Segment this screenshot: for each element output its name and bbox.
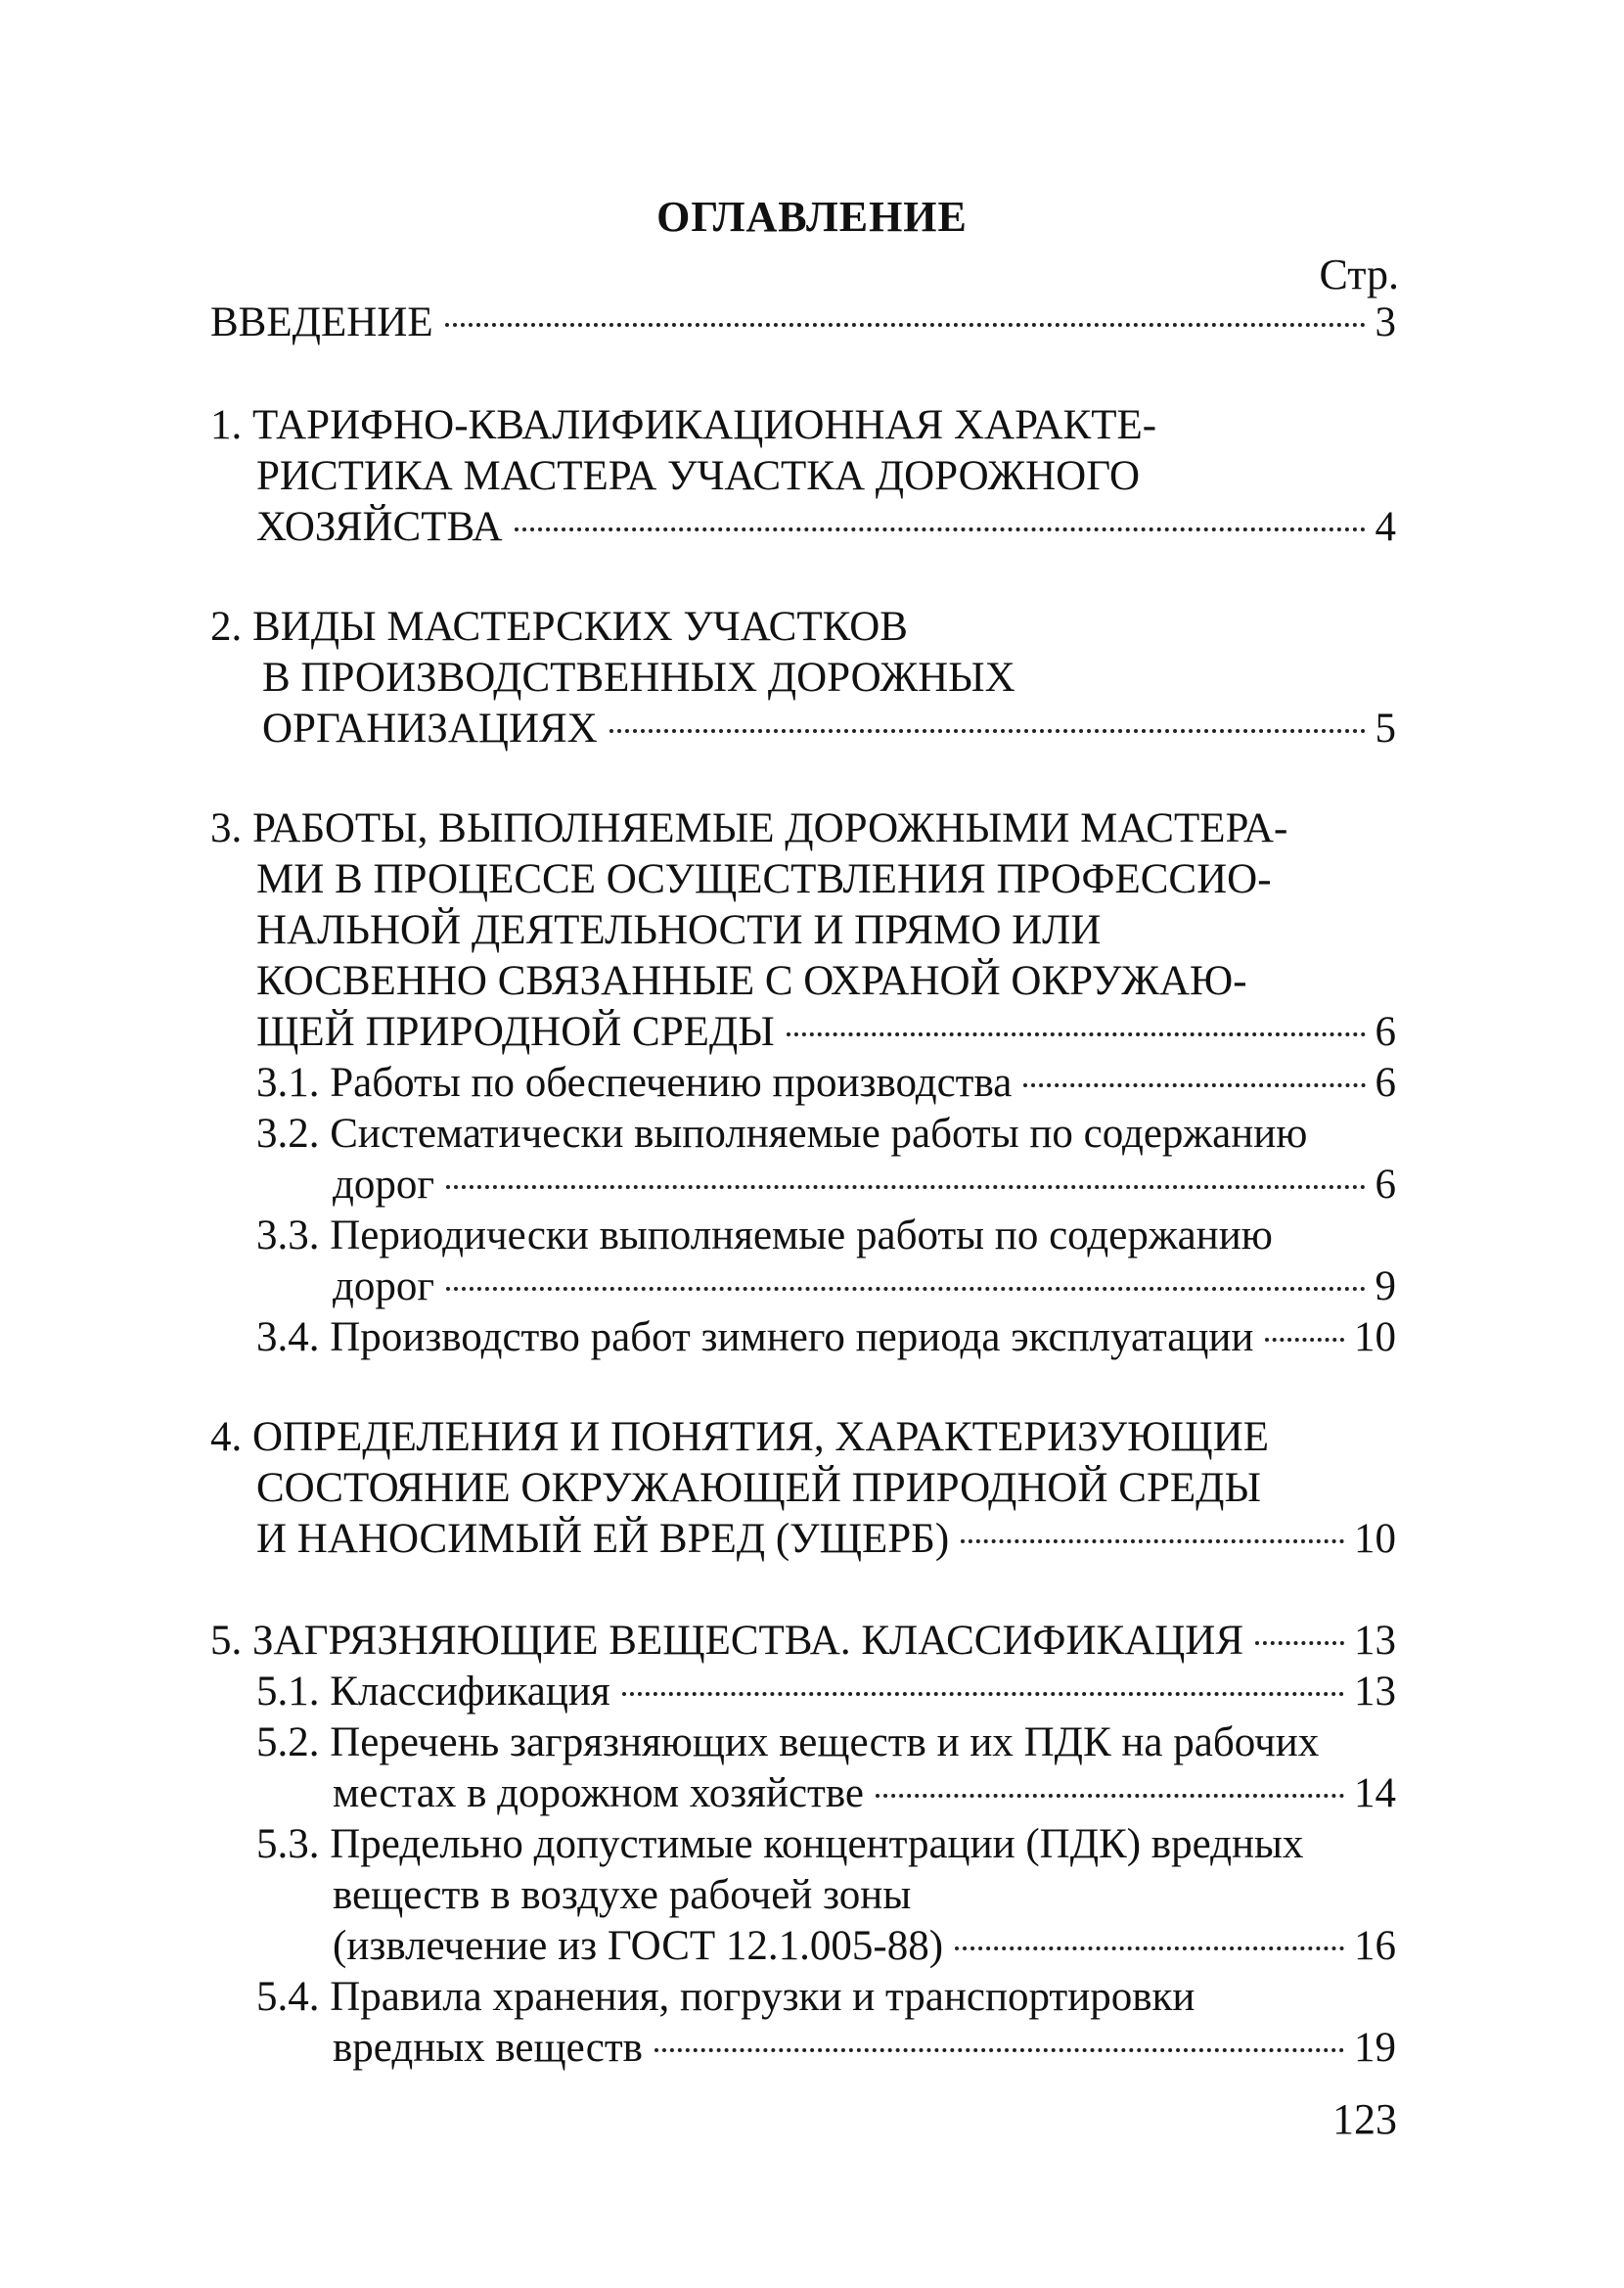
toc-entry-3-4[interactable] <box>256 1313 1396 1364</box>
toc-entry-text: 3.4. Производство работ зимнего периода эксплуатации <box>256 1314 1254 1360</box>
dot-leader <box>1265 1338 1344 1342</box>
toc-entry-text: 4. ОПРЕДЕЛЕНИЯ И ПОНЯТИЯ, ХАРАКТЕРИЗУЮЩИЕ <box>210 1414 1269 1460</box>
toc-entry-text: МИ В ПРОЦЕССЕ ОСУЩЕСТВЛЕНИЯ ПРОФЕССИО- <box>256 856 1272 902</box>
toc-entry-5-2-line-2[interactable] <box>333 1769 1396 1820</box>
toc-entry-page: 9 <box>1375 1263 1396 1309</box>
toc-entry-page: 6 <box>1375 1009 1396 1055</box>
toc-entry-page: 13 <box>1354 1618 1396 1664</box>
toc-entry-3-1[interactable] <box>256 1059 1396 1110</box>
dot-leader <box>1023 1083 1365 1087</box>
dot-leader <box>876 1794 1344 1798</box>
toc-entry-text: И НАНОСИМЫЙ ЕЙ ВРЕД (УЩЕРБ) <box>256 1516 950 1562</box>
toc-entry-section-3-line-5[interactable] <box>256 1008 1396 1059</box>
toc-entry-text: 3.1. Работы по обеспечению производства <box>256 1060 1013 1106</box>
dot-leader <box>961 1539 1344 1543</box>
toc-entry-text: 1. ТАРИФНО-КВАЛИФИКАЦИОННАЯ ХАРАКТЕ- <box>210 402 1157 448</box>
toc-entry-section-2-line-1 <box>210 603 908 654</box>
toc-entry-page: 14 <box>1354 1770 1396 1816</box>
toc-entry-page: 3 <box>1375 299 1396 345</box>
toc-entry-3-3-line-2[interactable] <box>333 1262 1396 1313</box>
toc-entry-5-4-line-2[interactable] <box>333 2024 1396 2075</box>
dot-leader <box>446 1287 1365 1291</box>
toc-entry-text: ОРГАНИЗАЦИЯХ <box>262 706 598 752</box>
toc-entry-section-2-line-3[interactable] <box>262 705 1396 755</box>
toc-entry-text: СОСТОЯНИЕ ОКРУЖАЮЩЕЙ ПРИРОДНОЙ СРЕДЫ <box>256 1465 1261 1511</box>
toc-entry-section-5[interactable] <box>210 1617 1396 1668</box>
dot-leader <box>445 323 1366 327</box>
toc-entry-page: 16 <box>1354 1923 1396 1969</box>
toc-entry-section-4-line-3[interactable] <box>256 1515 1396 1566</box>
toc-entry-text: (извлечение из ГОСТ 12.1.005-88) <box>333 1923 944 1969</box>
toc-entry-text: веществ в воздухе рабочей зоны <box>333 1872 912 1918</box>
toc-entry-section-3-line-4 <box>256 957 1247 1008</box>
toc-entry-section-4-line-2 <box>256 1464 1261 1515</box>
toc-entry-3-2-line-2[interactable] <box>333 1161 1396 1212</box>
page-number: 123 <box>1332 2095 1397 2143</box>
toc-title: ОГЛАВЛЕНИЕ <box>656 193 968 241</box>
toc-entry-text: 5.2. Перечень загрязняющих веществ и их ПДК на рабочих <box>256 1719 1320 1765</box>
page-column-label: Стр. <box>1319 251 1399 298</box>
toc-entry-text: 2. ВИДЫ МАСТЕРСКИХ УЧАСТКОВ <box>210 604 908 650</box>
toc-entry-page: 6 <box>1375 1060 1396 1106</box>
toc-entry-3-3-line-1 <box>256 1212 1273 1262</box>
toc-entry-text: местах в дорожном хозяйстве <box>333 1770 864 1816</box>
dot-leader <box>446 1185 1365 1189</box>
toc-entry-5-4-line-1 <box>256 1973 1195 2024</box>
dot-leader <box>622 1692 1344 1696</box>
toc-entry-text: 5.1. Классификация <box>256 1669 610 1715</box>
toc-entry-text: ВВЕДЕНИЕ <box>210 299 433 345</box>
toc-entry-section-3-line-3 <box>256 906 1101 957</box>
toc-entry-page: 4 <box>1375 504 1396 550</box>
dot-leader <box>955 1946 1344 1950</box>
toc-entry-text: КОСВЕННО СВЯЗАННЫЕ С ОХРАНОЙ ОКРУЖАЮ- <box>256 958 1247 1004</box>
toc-entry-text: РИСТИКА МАСТЕРА УЧАСТКА ДОРОЖНОГО <box>256 453 1141 499</box>
toc-entry-3-2-line-1 <box>256 1110 1307 1161</box>
toc-entry-section-1-line-3[interactable] <box>256 503 1396 554</box>
toc-entry-page: 13 <box>1354 1669 1396 1715</box>
toc-entry-page: 6 <box>1375 1162 1396 1208</box>
toc-entry-text: В ПРОИЗВОДСТВЕННЫХ ДОРОЖНЫХ <box>262 655 1015 701</box>
toc-entry-text: 5. ЗАГРЯЗНЯЮЩИЕ ВЕЩЕСТВА. КЛАССИФИКАЦИЯ <box>210 1618 1244 1664</box>
dot-leader <box>654 2048 1344 2052</box>
dot-leader <box>787 1032 1366 1036</box>
toc-entry-text: ХОЗЯЙСТВА <box>256 504 503 550</box>
dot-leader <box>515 527 1366 531</box>
toc-entry-section-3-line-2 <box>256 855 1272 906</box>
toc-entry-text: вредных веществ <box>333 2025 643 2071</box>
toc-entry-text: 3.3. Периодически выполняемые работы по содержанию <box>256 1213 1273 1258</box>
dot-leader <box>609 729 1366 733</box>
toc-entry-text: дорог <box>333 1162 435 1208</box>
toc-entry-section-2-line-2 <box>262 654 1015 705</box>
toc-entry-text: 3.2. Систематически выполняемые работы по содержанию <box>256 1111 1308 1157</box>
toc-entry-5-3-line-3[interactable] <box>333 1922 1396 1973</box>
toc-entry-page: 5 <box>1375 706 1396 752</box>
toc-entry-5-3-line-1 <box>256 1820 1303 1871</box>
dot-leader <box>1255 1641 1344 1645</box>
toc-entry-text: 3. РАБОТЫ, ВЫПОЛНЯЕМЫЕ ДОРОЖНЫМИ МАСТЕРА- <box>210 805 1288 851</box>
toc-entry-page: 10 <box>1354 1314 1396 1360</box>
toc-entry-text: дорог <box>333 1263 435 1309</box>
toc-entry-5-2-line-1 <box>256 1718 1319 1769</box>
toc-entry-page: 10 <box>1354 1516 1396 1562</box>
toc-entry-section-4-line-1 <box>210 1413 1269 1464</box>
toc-entry-text: НАЛЬНОЙ ДЕЯТЕЛЬНОСТИ И ПРЯМО ИЛИ <box>256 907 1102 953</box>
toc-entry-introduction[interactable] <box>210 298 1396 349</box>
toc-entry-section-3-line-1 <box>210 804 1287 855</box>
toc-entry-text: 5.4. Правила хранения, погрузки и транспортировки <box>256 1974 1195 2020</box>
toc-entry-text: 5.3. Предельно допустимые концентрации (ПДК) вредных <box>256 1821 1304 1867</box>
toc-entry-5-3-line-2 <box>333 1871 911 1922</box>
toc-entry-section-1-line-2 <box>256 452 1140 503</box>
toc-entry-text: ЩЕЙ ПРИРОДНОЙ СРЕДЫ <box>256 1009 775 1055</box>
toc-entry-page: 19 <box>1354 2025 1396 2071</box>
toc-entry-section-1-line-1 <box>210 401 1156 452</box>
toc-entry-5-1[interactable] <box>256 1668 1396 1718</box>
